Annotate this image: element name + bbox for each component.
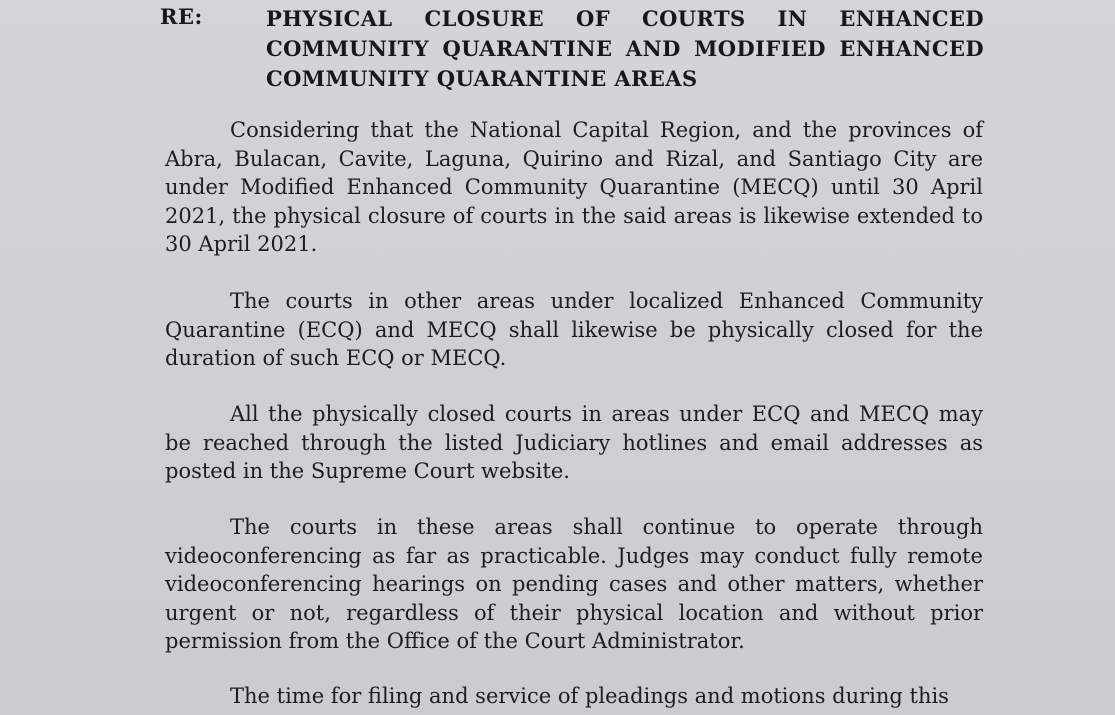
- paragraph-mecq-extension: Considering that the National Capital Region, and the provinces of Abra, Bulacan, Cavite, Laguna, Quirino and Rizal, and Santiago City are under Modified Enhanced Community Quarantine (MECQ) until 30 April 2021, the physical closure of courts in the said areas is likewise extended to 30 April 2021.: [165, 118, 983, 256]
- paragraph-videoconferencing: The courts in these areas shall continue to operate through videoconferencing as far as practicable. Judges may conduct fully remote videoconferencing hearings on pending cases and other matters, whether urgent or not, regardless of their physical location and without prior permission from the Office of the Court Administrator.: [165, 515, 983, 653]
- paragraph-hotlines: All the physically closed courts in areas under ECQ and MECQ may be reached through the listed Judiciary hotlines and email addresses as posted in the Supreme Court website.: [165, 402, 983, 483]
- re-label: RE:: [160, 4, 203, 29]
- paragraph-filing-period: The time for filing and service of pleadings and motions during this: [230, 684, 949, 708]
- memo-subject: PHYSICAL CLOSURE OF COURTS IN ENHANCED COMMUNITY QUARANTINE AND MODIFIED ENHANCED COMMUNITY QUARANTINE AREAS: [266, 6, 984, 91]
- paragraph-localized-ecq: The courts in other areas under localized Enhanced Community Quarantine (ECQ) and MECQ shall likewise be physically closed for the duration of such ECQ or MECQ.: [165, 289, 983, 370]
